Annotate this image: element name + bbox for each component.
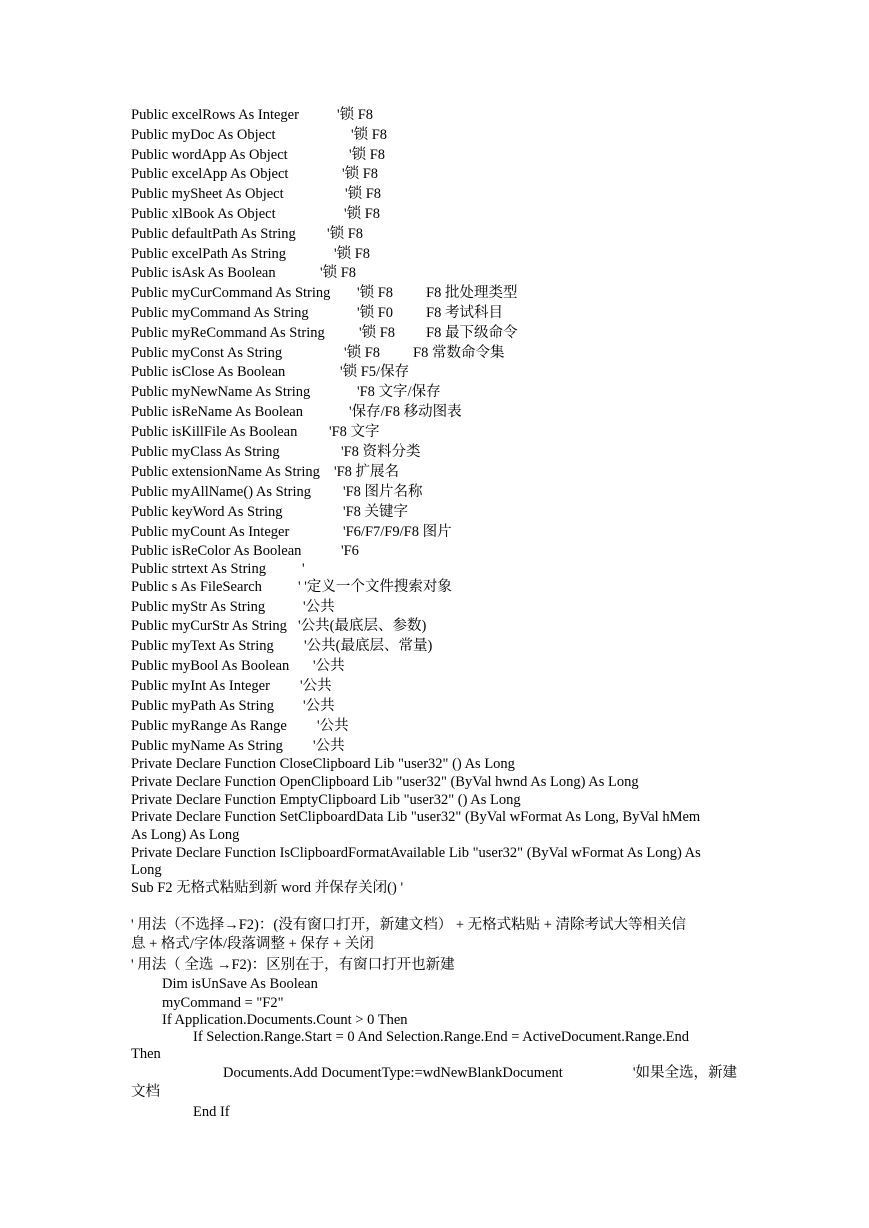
code-end-if: End If xyxy=(193,1104,230,1120)
code-if-selection: If Selection.Range.Start = 0 And Selection.Range.End = ActiveDocument.Range.End xyxy=(193,1029,689,1045)
declaration-code: Public myNewName As String xyxy=(131,384,311,400)
declaration-line xyxy=(131,403,462,422)
private-declare-line: Private Declare Function EmptyClipboard Lib "user32" () As Long xyxy=(131,792,521,808)
usage-line-2: ' 用法（ 全选 →F2)：区别在于，有窗口打开也新建 xyxy=(131,957,455,973)
declaration-comment: '保存/F8 移动图表 xyxy=(349,404,462,420)
code-dim: Dim isUnSave As Boolean xyxy=(162,976,318,992)
declaration-comment: '锁 F8 xyxy=(327,226,364,242)
declaration-line xyxy=(131,463,400,482)
declaration-comment: '锁 F8 xyxy=(334,246,371,262)
declaration-comment: '锁 F8 xyxy=(359,325,396,341)
declaration-code: Public wordApp As Object xyxy=(131,147,288,163)
code-documents-add: Documents.Add DocumentType:=wdNewBlankDocument xyxy=(223,1065,563,1081)
declaration-line xyxy=(131,617,427,636)
declaration-line xyxy=(131,383,441,402)
declaration-code: Public isReColor As Boolean xyxy=(131,543,302,559)
usage-line-1: ' 用法（不选择→F2)：(没有窗口打开，新建文档） + 无格式粘贴 + 清除考试大等相关信 xyxy=(131,917,687,933)
declaration-line xyxy=(131,443,421,462)
declaration-code: Public isClose As Boolean xyxy=(131,364,286,380)
declaration-line xyxy=(131,126,388,145)
declaration-code: Public myReCommand As String xyxy=(131,325,325,341)
private-declare-line: Private Declare Function OpenClipboard Lib "user32" (ByVal hwnd As Long) As Long xyxy=(131,774,639,790)
declaration-code: Public myAllName() As String xyxy=(131,484,312,500)
declaration-line xyxy=(131,598,335,617)
declaration-line xyxy=(131,523,452,542)
code-documents-add-comment-cont: 文档 xyxy=(131,1084,160,1100)
declaration-comment: '锁 F8 xyxy=(349,147,386,163)
declaration-line xyxy=(131,205,381,224)
private-declare-line-cont: As Long) As Long xyxy=(131,827,240,843)
declaration-comment: '公共(最底层、常量) xyxy=(304,638,433,654)
declaration-code: Public s As FileSearch xyxy=(131,579,262,595)
declaration-code: Public myName As String xyxy=(131,738,283,754)
code-documents-add-comment: '如果全选，新建 xyxy=(632,1065,737,1081)
declaration-line xyxy=(131,146,386,165)
declaration-comment: '锁 F8 xyxy=(344,345,381,361)
declaration-comment: '锁 F8 xyxy=(320,265,357,281)
declaration-code: Public myInt As Integer xyxy=(131,678,270,694)
declaration-comment: 'F8 关键字 xyxy=(343,504,409,520)
usage-line-1-cont: 息 + 格式/字体/段落调整 + 保存 + 关闭 xyxy=(131,936,374,952)
declaration-comment: '锁 F8 xyxy=(337,107,374,123)
declaration-code: Public myRange As Range xyxy=(131,718,287,734)
declaration-note: F8 常数命令集 xyxy=(413,345,505,361)
declaration-code: Public isKillFile As Boolean xyxy=(131,424,298,440)
declaration-code: Public myPath As String xyxy=(131,698,275,714)
declaration-note: F8 批处理类型 xyxy=(426,285,518,301)
declaration-comment: '锁 F8 xyxy=(351,127,388,143)
declaration-comment: 'F8 文字/保存 xyxy=(357,384,441,400)
declaration-comment: 'F6 xyxy=(341,543,359,559)
declaration-code: Public defaultPath As String xyxy=(131,226,296,242)
declaration-comment: '公共 xyxy=(313,658,345,674)
declaration-line xyxy=(131,225,364,244)
declaration-line xyxy=(131,423,380,442)
declaration-code: Public excelPath As String xyxy=(131,246,287,262)
private-declare-line: Private Declare Function IsClipboardFormatAvailable Lib "user32" (ByVal wFormat As Long) As xyxy=(131,845,701,861)
declaration-code: Public myStr As String xyxy=(131,599,266,615)
declaration-comment: '锁 F8 xyxy=(345,186,382,202)
declaration-note: F8 考试科目 xyxy=(426,305,503,321)
declaration-comment: '锁 F8 xyxy=(357,285,394,301)
declaration-code: Public myConst As String xyxy=(131,345,283,361)
declaration-comment: '公共 xyxy=(313,738,345,754)
declaration-code: Public myBool As Boolean xyxy=(131,658,290,674)
declaration-comment: ' '定义一个文件搜索对象 xyxy=(298,579,452,595)
declaration-comment: 'F8 文字 xyxy=(329,424,380,440)
declaration-comment: '锁 F8 xyxy=(344,206,381,222)
declaration-comment: '公共 xyxy=(303,599,335,615)
private-declare-line: Private Declare Function SetClipboardData Lib "user32" (ByVal wFormat As Long, ByVal hMem xyxy=(131,809,701,825)
declaration-line xyxy=(131,483,423,502)
declaration-line xyxy=(131,264,357,283)
code-assign: myCommand = "F2" xyxy=(162,995,284,1011)
declaration-code: Public myCurCommand As String xyxy=(131,285,331,301)
declaration-line xyxy=(131,677,332,696)
declaration-line xyxy=(131,560,305,579)
declaration-line xyxy=(131,106,374,125)
declaration-code: Public strtext As String xyxy=(131,561,266,577)
declaration-line xyxy=(131,344,505,363)
declaration-line xyxy=(131,503,409,522)
code-if-docs: If Application.Documents.Count > 0 Then xyxy=(162,1012,408,1028)
declaration-comment: 'F8 扩展名 xyxy=(334,464,400,480)
declaration-line xyxy=(131,363,410,382)
declaration-code: Public myCurStr As String xyxy=(131,618,287,634)
declaration-comment: '公共 xyxy=(317,718,349,734)
declaration-line xyxy=(131,737,345,756)
declaration-line xyxy=(131,657,345,676)
declaration-code: Public myText As String xyxy=(131,638,274,654)
declaration-line xyxy=(131,697,335,716)
declaration-code: Public excelApp As Object xyxy=(131,166,289,182)
declaration-code: Public excelRows As Integer xyxy=(131,107,299,123)
declaration-comment: '锁 F5/保存 xyxy=(340,364,410,380)
declaration-line xyxy=(131,637,433,656)
declaration-comment: 'F6/F7/F9/F8 图片 xyxy=(343,524,452,540)
declaration-line xyxy=(131,717,349,736)
declaration-line xyxy=(131,578,452,597)
declaration-comment: 'F8 资料分类 xyxy=(341,444,421,460)
declaration-comment: '公共 xyxy=(300,678,332,694)
code-if-selection-cont: Then xyxy=(131,1046,161,1062)
declaration-comment: 'F8 图片名称 xyxy=(343,484,423,500)
sub-header: Sub F2 无格式粘贴到新 word 并保存关闭() ' xyxy=(131,880,404,896)
declaration-comment: '锁 F0 xyxy=(357,305,394,321)
declaration-code: Public extensionName As String xyxy=(131,464,320,480)
declaration-code: Public myClass As String xyxy=(131,444,280,460)
declaration-code: Public isReName As Boolean xyxy=(131,404,303,420)
declaration-comment: '锁 F8 xyxy=(342,166,379,182)
declaration-code: Public isAsk As Boolean xyxy=(131,265,276,281)
private-declare-line: Private Declare Function CloseClipboard Lib "user32" () As Long xyxy=(131,756,515,772)
declaration-code: Public myCommand As String xyxy=(131,305,309,321)
declaration-line xyxy=(131,284,518,303)
declaration-comment: '公共(最底层、参数) xyxy=(298,618,427,634)
declaration-code: Public mySheet As Object xyxy=(131,186,284,202)
declaration-code: Public myDoc As Object xyxy=(131,127,276,143)
declaration-code: Public myCount As Integer xyxy=(131,524,290,540)
declaration-line xyxy=(131,304,503,323)
private-declare-line-cont: Long xyxy=(131,862,162,878)
declaration-code: Public xlBook As Object xyxy=(131,206,276,222)
declaration-note: F8 最下级命令 xyxy=(426,325,518,341)
declaration-line xyxy=(131,185,382,204)
declaration-line xyxy=(131,542,359,561)
declaration-line xyxy=(131,165,379,184)
declaration-line xyxy=(131,245,371,264)
declaration-line xyxy=(131,324,518,343)
declaration-comment: ' xyxy=(302,561,305,577)
declaration-code: Public keyWord As String xyxy=(131,504,283,520)
declaration-comment: '公共 xyxy=(303,698,335,714)
